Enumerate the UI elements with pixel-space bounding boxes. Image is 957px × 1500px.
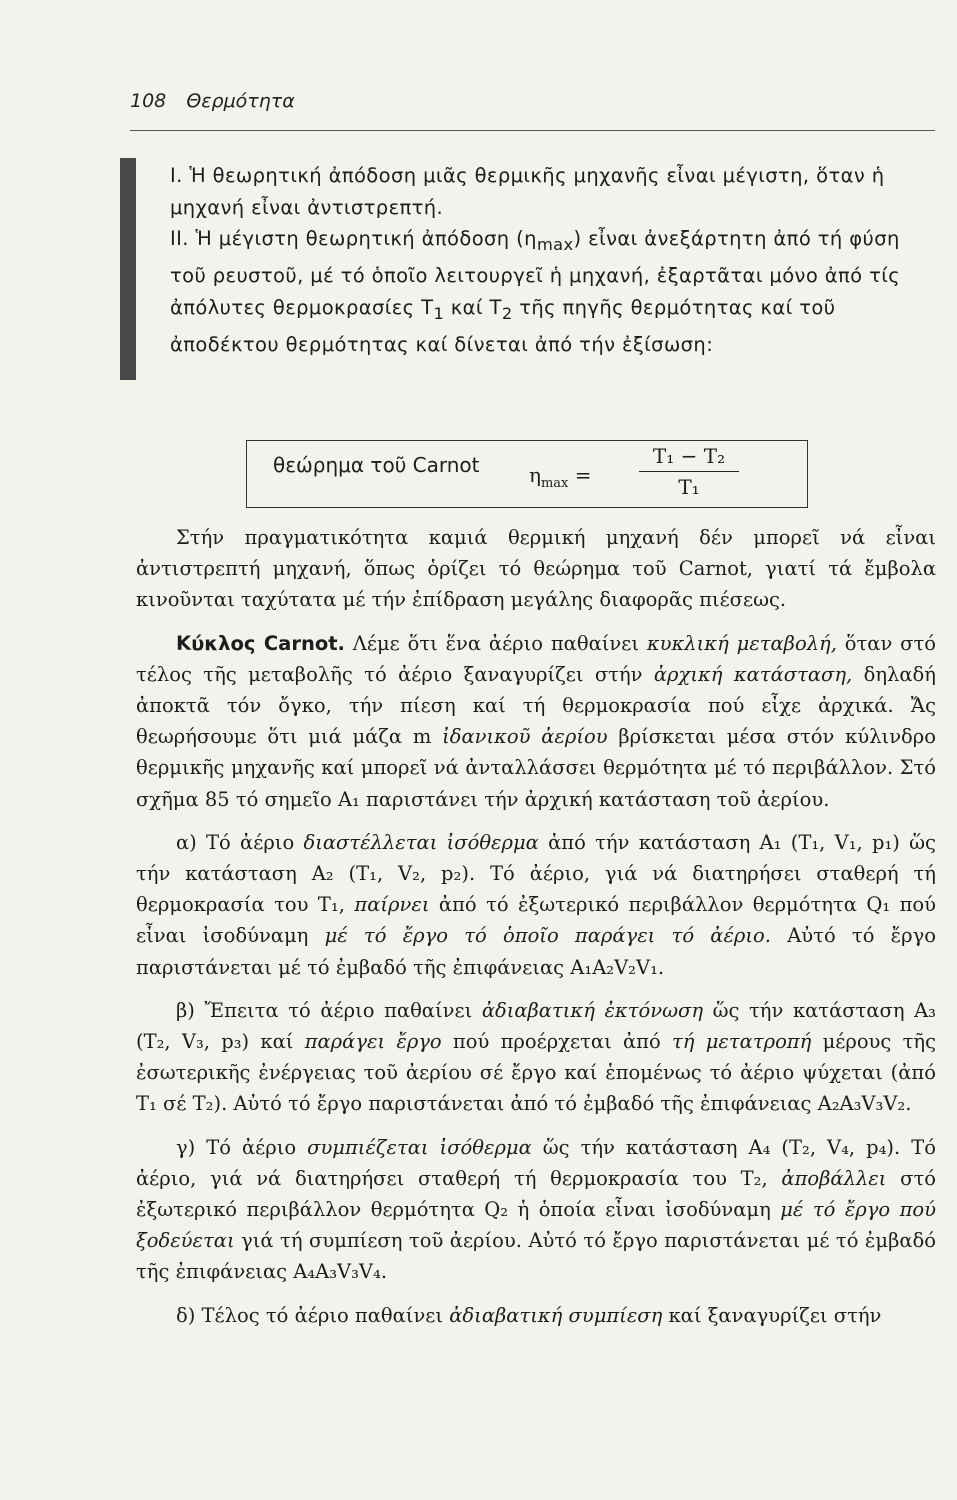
paragraph-carnot-cycle: Κύκλος Carnot. Λέμε ὅτι ἕνα ἀέριο παθαίνει κυκλική μεταβολή, ὅταν στό τέλος τῆς μεταβολῆς τό ἀέριο ξαναγυρίζει στήν ἀρχική κατάσταση, δηλαδή ἀποκτᾶ τόν ὄγκο, τήν πίεση καί τή θερμοκρασία πού εἶχε ἀρχικά. Ἄς θεωρήσουμε ὅτι μιά μάζα m ἰδανικοῦ ἀερίου βρίσκεται μέσα στόν κύλινδρο θερμικῆς μηχανῆς καί μπορεῖ νά ἀνταλλάσσει θερμότητα μέ τό περιβάλλον. Στό σχῆμα 85 τό σημεῖο A₁ παριστάνει τήν ἀρχική κατάσταση τοῦ ἀερίου. — [136, 631, 936, 811]
paragraph-reality: Στήν πραγματικότητα καμιά θερμική μηχανή δέν μπορεῖ νά εἶναι ἀντιστρεπτή μηχανή, ὅπως ὁρίζει τό θεώρημα τοῦ Carnot, γιατί τά ἔμβολα κινοῦνται ταχύτατα μέ τήν ἐπίδραση μεγάλης διαφορᾶς πιέσεως. — [136, 526, 936, 612]
body-text — [136, 522, 936, 1331]
paragraph-step-d: δ) Τέλος τό ἀέριο παθαίνει ἀδιαβατική συμπίεση καί ξαναγυρίζει στήν — [176, 1303, 882, 1327]
formula-numerator: T₁ − T₂ — [652, 444, 726, 468]
fraction-bar — [639, 471, 739, 472]
formula-lhs: $\eta_{max}$ = — [529, 463, 592, 491]
running-title: Θερμότητα — [186, 90, 295, 112]
formula-denominator: T₁ — [678, 475, 700, 499]
page-number: 108 — [130, 90, 167, 112]
header-rule — [130, 130, 935, 131]
formula-fraction — [639, 443, 739, 500]
theorem-label: θεώρημα τοῦ Carnot — [273, 453, 480, 477]
page-header — [130, 90, 295, 112]
carnot-theorem-box — [246, 440, 808, 508]
paragraph-step-b: β) Ἔπειτα τό ἀέριο παθαίνει ἀδιαβατική ἐκτόνωση ὥς τήν κατάσταση A₃ (T₂, V₃, p₃) καί παράγει ἔργο πού προέρχεται ἀπό τή μετατροπή μέρους τῆς ἐσωτερικῆς ἐνέργειας τοῦ ἀερίου σέ ἔργο καί ἑπομένως τό ἀέριο ψύχεται (ἀπό T₁ σέ T₂). Αὐτό τό ἔργο παριστάνεται ἀπό τό ἐμβαδό τῆς ἐπιφάνειας A₂A₃V₃V₂. — [136, 998, 937, 1116]
statement-1: I. Ἡ θεωρητική ἀπόδοση μιᾶς θερμικῆς μηχανῆς εἶναι μέγιστη, ὅταν ἡ μηχανή εἶναι ἀντιστρεπτή. — [170, 164, 885, 219]
margin-bar — [120, 158, 136, 380]
carnot-cycle-heading: Κύκλος Carnot. — [176, 631, 345, 655]
paragraph-step-a: α) Τό ἀέριο διαστέλλεται ἰσόθερμα ἀπό τήν κατάσταση A₁ (T₁, V₁, p₁) ὥς τήν κατάσταση A₂ (T₁, V₂, p₂). Τό ἀέριο, γιά νά διατηρήσει σταθερή τή θερμοκρασία του T₁, παίρνει ἀπό τό ἐξωτερικό περιβάλλον θερμότητα Q₁ πού εἶναι ἰσοδύναμη μέ τό ἔργο τό ὁποῖο παράγει τό ἀέριο. Αὐτό τό ἔργο παριστάνεται μέ τό ἐμβαδό τῆς ἐπιφάνειας A₁A₂V₂V₁. — [136, 830, 936, 979]
paragraph-step-c: γ) Τό ἀέριο συμπιέζεται ἰσόθερμα ὥς τήν κατάσταση A₄ (T₂, V₄, p₄). Τό ἀέριο, γιά νά διατηρήσει σταθερή τή θερμοκρασία του T₂, ἀποβάλλει στό ἐξωτερικό περιβάλλον θερμότητα Q₂ ἡ ὁποία εἶναι ἰσοδύναμη μέ τό ἔργο πού ξοδεύεται γιά τή συμπίεση τοῦ ἀερίου. Αὐτό τό ἔργο παριστάνεται μέ τό ἐμβαδό τῆς ἐπιφάνειας A₄A₃V₃V₄. — [136, 1135, 936, 1284]
theorem-statements — [170, 160, 940, 361]
statement-2: II. Ἡ μέγιστη θεωρητική ἀπόδοση $(\eta_{max})$ εἶναι ἀνεξάρτητη ἀπό τή φύση τοῦ ρευστοῦ, μέ τό ὁποῖο λειτουργεῖ ἡ μηχανή, ἐξαρτᾶται μόνο ἀπό τίς ἀπόλυτες θερμοκρασίες $T_1$ καί $T_2$ τῆς πηγῆς θερμότητας καί τοῦ ἀποδέκτου θερμότητας καί δίνεται ἀπό τήν ἐξίσωση: — [170, 227, 901, 357]
